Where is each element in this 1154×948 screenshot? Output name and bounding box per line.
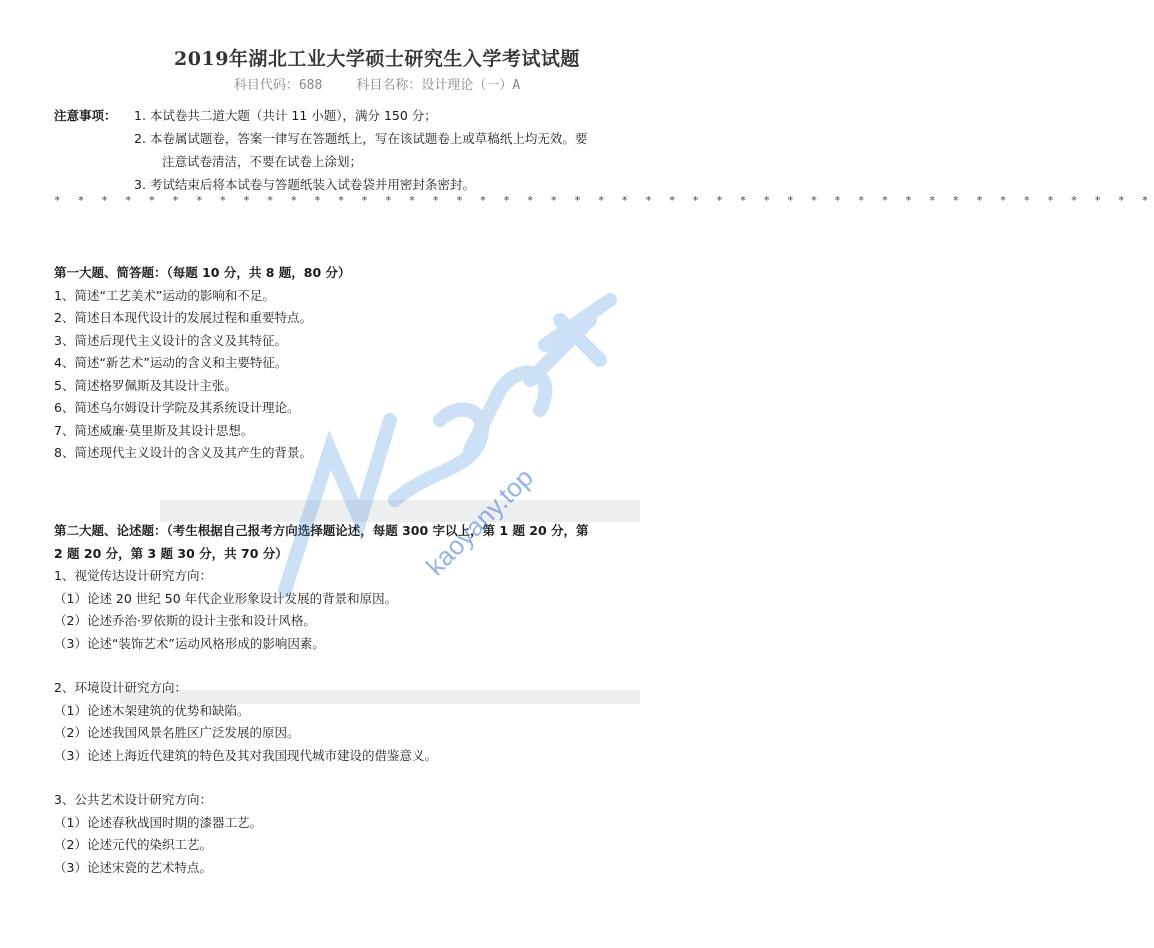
question-item: 8、简述现代主义设计的含义及其产生的背景。 <box>54 445 312 460</box>
question-item: （2）论述元代的染织工艺。 <box>54 837 212 852</box>
notes-label: 注意事项： <box>54 108 117 123</box>
note-item: 3. 考试结束后将本试卷与答题纸装入试卷袋并用密封条密封。 <box>134 177 475 192</box>
exam-title: 2019年湖北工业大学硕士研究生入学考试试题 <box>174 48 580 70</box>
question-item: 3、简述后现代主义设计的含义及其特征。 <box>54 332 287 348</box>
question-item: 4、简述“新艺术”运动的含义和主要特征。 <box>54 355 288 370</box>
section-heading-cont: 2 题 20 分，第 3 题 30 分，共 70 分） <box>54 545 288 561</box>
question-item: 7、简述威廉·莫里斯及其设计思想。 <box>54 422 254 438</box>
exam-subject <box>0 74 754 93</box>
question-item: （3）论述上海近代建筑的特色及其对我国现代城市建设的借鉴意义。 <box>54 747 437 763</box>
subject-code: 科目代码：688 <box>233 78 323 93</box>
question-item: （2）论述乔治·罗依斯的设计主张和设计风格。 <box>54 613 316 628</box>
section-essay <box>54 520 704 879</box>
exam-notes <box>54 104 587 196</box>
subject-name: 科目名称：设计理论（一）A <box>356 78 521 93</box>
section-heading: 第二大题、论述题：（考生根据自己报考方向选择题论述，每题 300 字以上，第 1 题 20 分，第 <box>54 523 589 538</box>
question-item: （2）论述我国风景名胜区广泛发展的原因。 <box>54 725 300 740</box>
question-item: 5、简述格罗佩斯及其设计主张。 <box>54 377 237 393</box>
question-group <box>54 677 704 767</box>
section-short-answer <box>54 262 704 465</box>
note-item: 1. 本试卷共二道大题（共计 11 小题），满分 150 分； <box>134 108 437 123</box>
question-group <box>54 789 704 879</box>
divider-stars: * * * * * * * * * * * * * * * * * * * * * * * * * * * * * * * * * * * * * * * * * * * * * * * <box>54 194 1154 207</box>
watermark-url: kaoyany.top <box>420 462 539 582</box>
group-title: 1、视觉传达设计研究方向： <box>54 568 212 583</box>
group-title: 3、公共艺术设计研究方向： <box>54 792 212 807</box>
question-item: 1、简述“工艺美术”运动的影响和不足。 <box>54 287 275 303</box>
question-item: 6、简述乌尔姆设计学院及其系统设计理论。 <box>54 400 300 415</box>
section-heading: 第一大题、简答题：（每题 10 分，共 8 题，80 分） <box>54 265 351 280</box>
question-item: （1）论述春秋战国时期的漆器工艺。 <box>54 814 262 830</box>
question-item: 2、简述日本现代设计的发展过程和重要特点。 <box>54 310 312 325</box>
question-item: （1）论述 20 世纪 50 年代企业形象设计发展的背景和原因。 <box>54 590 398 606</box>
note-item: 2. 本卷属试题卷，答案一律写在答题纸上，写在该试题卷上或草稿纸上均无效。要 <box>134 131 588 146</box>
note-item: 注意试卷清洁，不要在试卷上涂划； <box>162 154 363 169</box>
group-title: 2、环境设计研究方向： <box>54 680 187 695</box>
question-group <box>54 565 704 655</box>
question-item: （3）论述宋瓷的艺术特点。 <box>54 859 212 875</box>
question-item: （3）论述“装饰艺术”运动风格形成的影响因素。 <box>54 635 325 651</box>
question-item: （1）论述木架建筑的优势和缺陷。 <box>54 702 250 718</box>
scan-shadow <box>160 500 640 522</box>
